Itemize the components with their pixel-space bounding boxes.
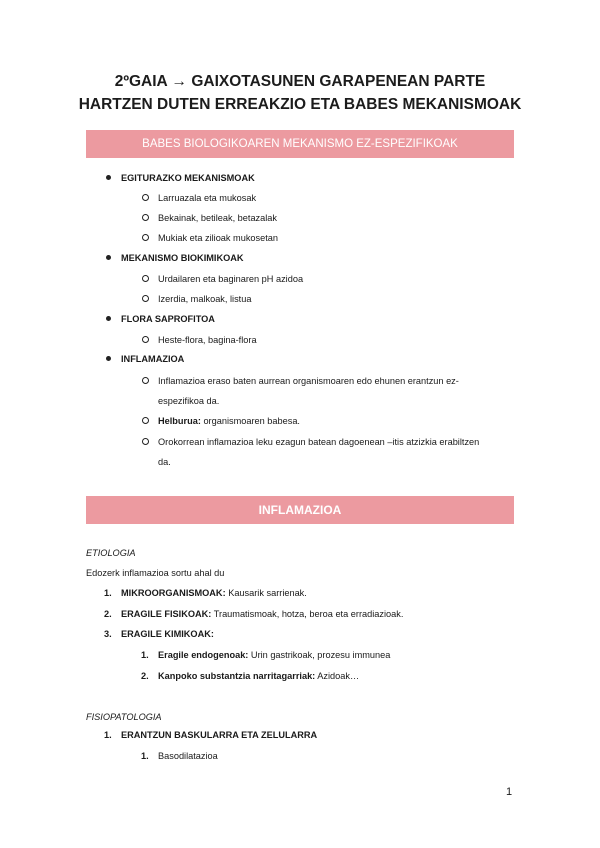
bullet-circle-icon [142, 336, 149, 343]
list-item: Mukiak eta zilioak mukosetan [158, 233, 279, 243]
item-text: organismoaren babesa. [200, 416, 300, 426]
list-item: Orokorrean inflamazioa leku ezagun batean dagoenean –itis atzizkia erabiltzen [158, 437, 480, 447]
page-number: 1 [506, 786, 513, 798]
bullet-circle-icon [142, 438, 149, 445]
group-heading: EGITURAZKO MEKANISMOAK [121, 173, 255, 183]
item-text: Azidoak… [315, 671, 360, 681]
list-item [121, 628, 214, 640]
list-item: Heste-flora, bagina-flora [158, 335, 257, 345]
section-banner-mechanisms: BABES BIOLOGIKOAREN MEKANISMO EZ-ESPEZIFIKOAK [86, 130, 514, 158]
item-label: ERAGILE KIMIKOAK: [121, 629, 214, 639]
list-item-continuation: da. [158, 457, 171, 467]
item-label: Kanpoko substantzia narritagarriak: [158, 671, 316, 681]
item-label: MIKROORGANISMOAK: [121, 588, 226, 598]
subsection-heading-fisiopatologia: FISIOPATOLOGIA [86, 712, 162, 722]
list-number: 2. [141, 671, 149, 681]
section-banner-inflamazioa: INFLAMAZIOA [86, 496, 514, 524]
bullet-dot-icon [106, 175, 111, 180]
arrow-icon: → [171, 73, 187, 90]
list-number: 3. [104, 629, 112, 639]
list-item: ERANTZUN BASKULARRA ETA ZELULARRA [121, 730, 318, 740]
list-number: 2. [104, 609, 112, 619]
list-item: Izerdia, malkoak, listua [158, 294, 252, 304]
item-label: ERAGILE FISIKOAK: [121, 609, 212, 619]
list-item: Larruazala eta mukosak [158, 193, 257, 203]
bullet-circle-icon [142, 194, 149, 201]
item-text: Kausarik sarrienak. [225, 588, 307, 598]
item-label: Eragile endogenoak: [158, 650, 249, 660]
bullet-dot-icon [106, 356, 111, 361]
title-prefix: 2ºGAIA [114, 73, 168, 90]
list-item-continuation: espezifikoa da. [158, 396, 220, 406]
title-line2: HARTZEN DUTEN ERREAKZIO ETA BABES MEKANISMOAK [78, 96, 522, 113]
group-heading: MEKANISMO BIOKIMIKOAK [121, 253, 244, 263]
bullet-dot-icon [106, 316, 111, 321]
list-number: 1. [104, 730, 112, 740]
group-heading: INFLAMAZIOA [121, 354, 185, 364]
list-item: Urdailaren eta baginaren pH azidoa [158, 274, 304, 284]
subsection-heading-etiologia: ETIOLOGIA [86, 548, 136, 558]
list-subitem [158, 670, 359, 682]
bullet-circle-icon [142, 234, 149, 241]
item-text: Traumatismoak, hotza, beroa eta erradiazioak. [211, 609, 404, 619]
item-label: Helburua: [158, 416, 201, 426]
list-item: Inflamazioa eraso baten aurrean organismoaren edo ehunen erantzun ez- [158, 376, 459, 386]
bullet-circle-icon [142, 275, 149, 282]
group-heading: FLORA SAPROFITOA [121, 314, 215, 324]
item-text: Urin gastrikoak, prozesu immunea [248, 650, 391, 660]
title-line1: GAIXOTASUNEN GARAPENEAN PARTE [191, 73, 486, 90]
list-item [121, 587, 307, 599]
bullet-circle-icon [142, 214, 149, 221]
list-number: 1. [141, 751, 149, 761]
list-subitem: Basodilatazioa [158, 751, 218, 761]
list-subitem [158, 649, 390, 661]
bullet-circle-icon [142, 295, 149, 302]
list-item: Bekainak, betileak, betazalak [158, 213, 278, 223]
list-item [121, 608, 403, 620]
bullet-circle-icon [142, 417, 149, 424]
list-number: 1. [104, 588, 112, 598]
bullet-dot-icon [106, 255, 111, 260]
list-number: 1. [141, 650, 149, 660]
etiologia-intro: Edozerk inflamazioa sortu ahal du [86, 568, 225, 578]
list-item [158, 415, 300, 427]
bullet-circle-icon [142, 377, 149, 384]
document-title [0, 70, 600, 116]
